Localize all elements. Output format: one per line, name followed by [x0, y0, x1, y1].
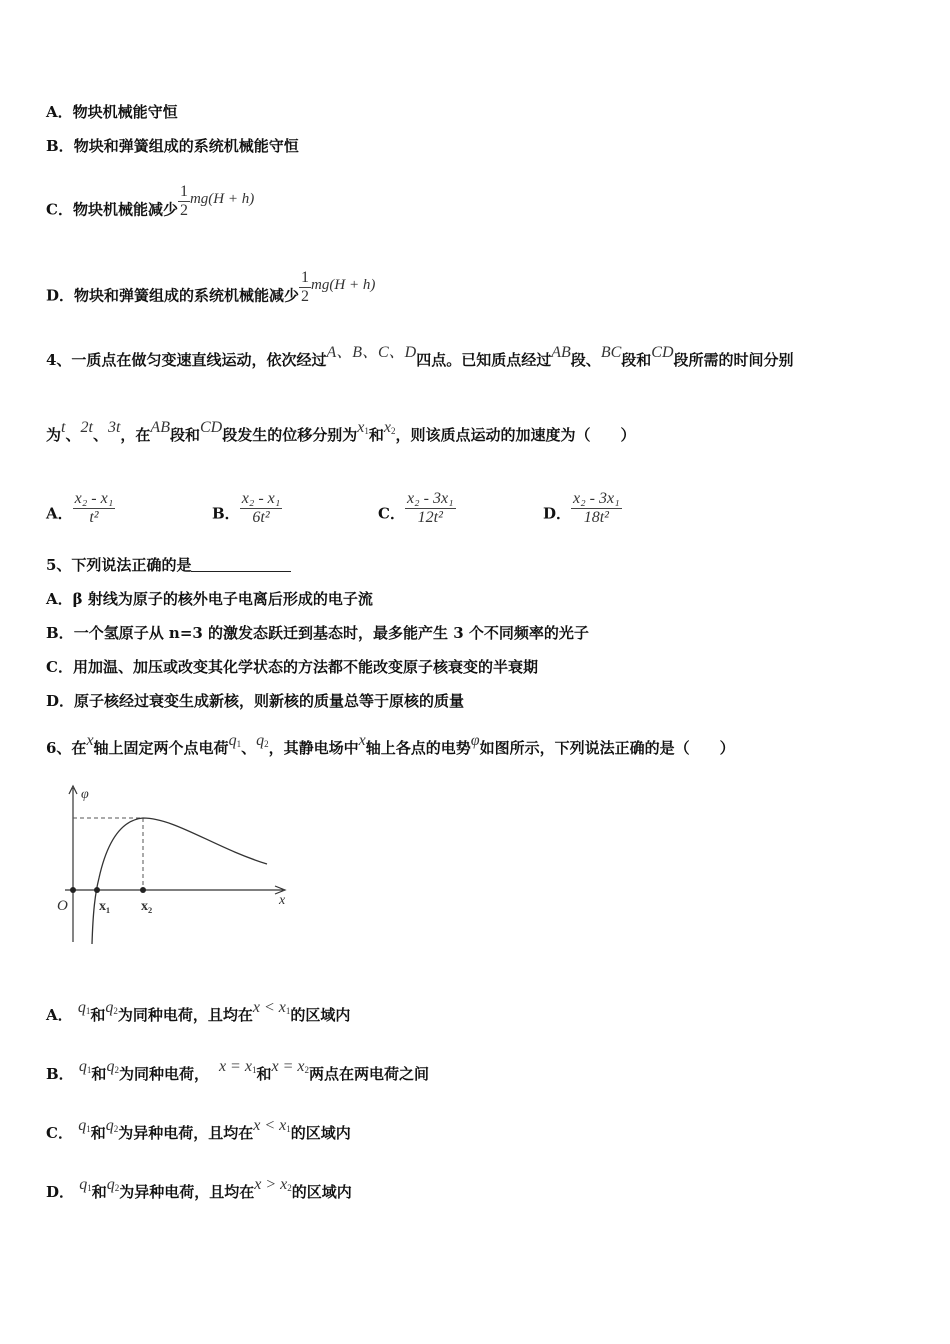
math-q1: $q_1$: [228, 732, 242, 749]
text: 的区域内: [291, 1183, 352, 1201]
x1-label: x₁: [99, 899, 111, 914]
q5-option-c: [46, 657, 538, 677]
text: 段和: [621, 351, 652, 369]
fraction: $\frac{\text{x₂ - 3x₁}}{\text{12t²}}$: [406, 490, 454, 526]
text: 和: [368, 426, 384, 444]
option-text: 物块和弹簧组成的系统机械能减少: [74, 286, 300, 305]
option-text: 用加温、加压或改变其化学状态的方法都不能改变原子核衰变的半衰期: [72, 658, 538, 676]
option-label: A．: [46, 1006, 73, 1024]
math-q2: $q_2$: [106, 1058, 119, 1075]
q3-option-c: [46, 183, 255, 229]
text: 的区域内: [290, 1124, 351, 1142]
q6-option-a: [46, 999, 351, 1029]
math-condition: $x = x_2$: [271, 1058, 309, 1075]
option-label: A．: [46, 504, 73, 523]
text: 和: [91, 1183, 107, 1201]
option-text: 原子核经过衰变生成新核，则新核的质量总等于原核的质量: [74, 692, 465, 710]
text: 和: [91, 1065, 107, 1083]
math-expression: mg(H + h): [189, 190, 255, 207]
math-condition: $x > x_2$: [254, 1176, 292, 1193]
q4-stem-line2: [46, 419, 636, 449]
math-q1: $q_1$: [78, 1117, 91, 1134]
text: 轴上固定两个点电荷: [93, 739, 229, 757]
potential-graph: [55, 782, 295, 952]
text: 4、一质点在做匀变速直线运动，依次经过: [46, 351, 327, 369]
q6-option-b: [46, 1058, 429, 1088]
text: 、: [241, 739, 257, 757]
math-x1: $x_1$: [357, 419, 369, 436]
text: 和: [90, 1006, 106, 1024]
option-label: D．: [46, 692, 75, 710]
option-text: 一个氢原子从 n=3 的激发态跃迁到基态时，最多能产生 3 个不同频率的光子: [73, 624, 589, 642]
text: 两点在两电荷之间: [308, 1065, 429, 1083]
text: 四点。已知质点经过: [416, 351, 552, 369]
option-label: B．: [46, 624, 74, 642]
text: 段所需的时间分别: [673, 351, 794, 369]
text: ，其静电场中: [268, 739, 359, 757]
math-x: x: [358, 732, 366, 749]
text: 5、下列说法正确的是: [46, 556, 192, 574]
math-q1: $q_1$: [79, 1176, 92, 1193]
math-condition: $x = x_1$: [218, 1058, 257, 1075]
text: 段发生的位移分别为: [222, 426, 358, 444]
x1-point: [94, 887, 100, 893]
fraction: $\frac{\text{x₂ - x₁}}{\text{6t²}}$: [241, 490, 281, 526]
q6-option-c: [46, 1117, 351, 1147]
math-segment: BC: [600, 344, 622, 361]
x2-label: x₂: [141, 899, 153, 914]
fraction: $\frac{1}{2}$: [301, 269, 310, 305]
math-segment: CD: [651, 344, 674, 361]
math-q2: $q_2$: [105, 1117, 119, 1134]
option-label: D．: [46, 1183, 75, 1201]
q3-option-d: [46, 269, 376, 315]
math-expression: mg(H + h): [311, 276, 376, 293]
math-x2: $x_2$: [383, 419, 396, 436]
option-label: B．: [46, 1065, 74, 1083]
option-label: A．: [46, 590, 73, 608]
text: 、: [65, 426, 81, 444]
q6-option-d: [46, 1176, 352, 1206]
origin-point: [70, 887, 76, 893]
math-q1: $q_1$: [77, 999, 91, 1016]
option-label: C．: [46, 1124, 73, 1142]
math-points: A、B、C、D: [326, 344, 417, 361]
answer-blank: [191, 557, 291, 572]
x-axis-label: x: [279, 893, 286, 908]
origin-label: O: [57, 898, 68, 914]
potential-curve: [92, 818, 267, 944]
math-condition: $x < x_1$: [253, 1117, 291, 1134]
q6-stem: [46, 732, 735, 762]
math-phi: φ: [470, 732, 480, 749]
q3-option-a: [46, 102, 178, 122]
text: 为: [46, 426, 62, 444]
option-text: β 射线为原子的核外电子电离后形成的电子流: [72, 590, 373, 608]
text: ，则该质点运动的加速度为（ ）: [395, 426, 636, 444]
option-text: 物块机械能守恒: [72, 103, 178, 121]
option-text: 物块机械能减少: [72, 200, 178, 219]
math-q2: $q_2$: [105, 999, 118, 1016]
text: 、: [92, 426, 108, 444]
text: 段、: [570, 351, 601, 369]
q5-option-b: [46, 623, 589, 643]
text: 6、在: [46, 739, 87, 757]
q4-option-c: [378, 490, 456, 533]
option-label: B．: [212, 504, 240, 523]
math-x: x: [86, 732, 94, 749]
fraction: $\frac{1}{2}$: [179, 183, 188, 219]
text: 为同种电荷，且均在: [117, 1006, 253, 1024]
fraction: $\frac{\text{x₂ - x₁}}{\text{t²}}$: [74, 490, 114, 526]
q5-option-a: [46, 589, 373, 609]
option-label: C．: [378, 504, 405, 523]
option-text: 物块和弹簧组成的系统机械能守恒: [73, 137, 299, 155]
q4-stem-line1: [46, 344, 794, 371]
text: 为异种电荷，且均在: [118, 1124, 254, 1142]
text: ，在: [120, 426, 151, 444]
text: 如图所示，下列说法正确的是（ ）: [479, 739, 735, 757]
text: 和: [90, 1124, 106, 1142]
option-label: B．: [46, 137, 74, 155]
text: 为异种电荷，且均在: [119, 1183, 255, 1201]
option-label: D．: [46, 286, 75, 305]
math-segment: AB: [150, 419, 170, 436]
math-time: t: [61, 419, 66, 436]
text: 轴上各点的电势: [365, 739, 471, 757]
text: 为同种电荷，: [118, 1065, 209, 1083]
fraction: $\frac{\text{x₂ - 3x₁}}{\text{18t²}}$: [573, 490, 620, 526]
x2-point: [140, 887, 146, 893]
option-label: C．: [46, 200, 73, 219]
q3-option-b: [46, 136, 299, 156]
q5-stem: [46, 555, 291, 575]
math-q2: $q_2$: [106, 1176, 120, 1193]
text: 的区域内: [290, 1006, 351, 1024]
math-segment: CD: [199, 419, 223, 436]
q4-option-a: [46, 490, 115, 533]
math-segment: AB: [551, 344, 571, 361]
math-time: 3t: [107, 419, 121, 436]
option-label: D．: [543, 504, 572, 523]
q4-option-b: [212, 490, 282, 533]
math-q2: $q_2$: [256, 732, 269, 749]
math-condition: $x < x_1$: [252, 999, 291, 1016]
q5-option-d: [46, 691, 464, 711]
option-label: A．: [46, 103, 73, 121]
q4-option-d: [543, 490, 622, 533]
y-axis-label: φ: [81, 787, 89, 802]
math-time: 2t: [80, 419, 93, 436]
text: 段和: [169, 426, 200, 444]
math-q1: $q_1$: [78, 1058, 92, 1075]
option-label: C．: [46, 658, 73, 676]
text: 和: [256, 1065, 272, 1083]
